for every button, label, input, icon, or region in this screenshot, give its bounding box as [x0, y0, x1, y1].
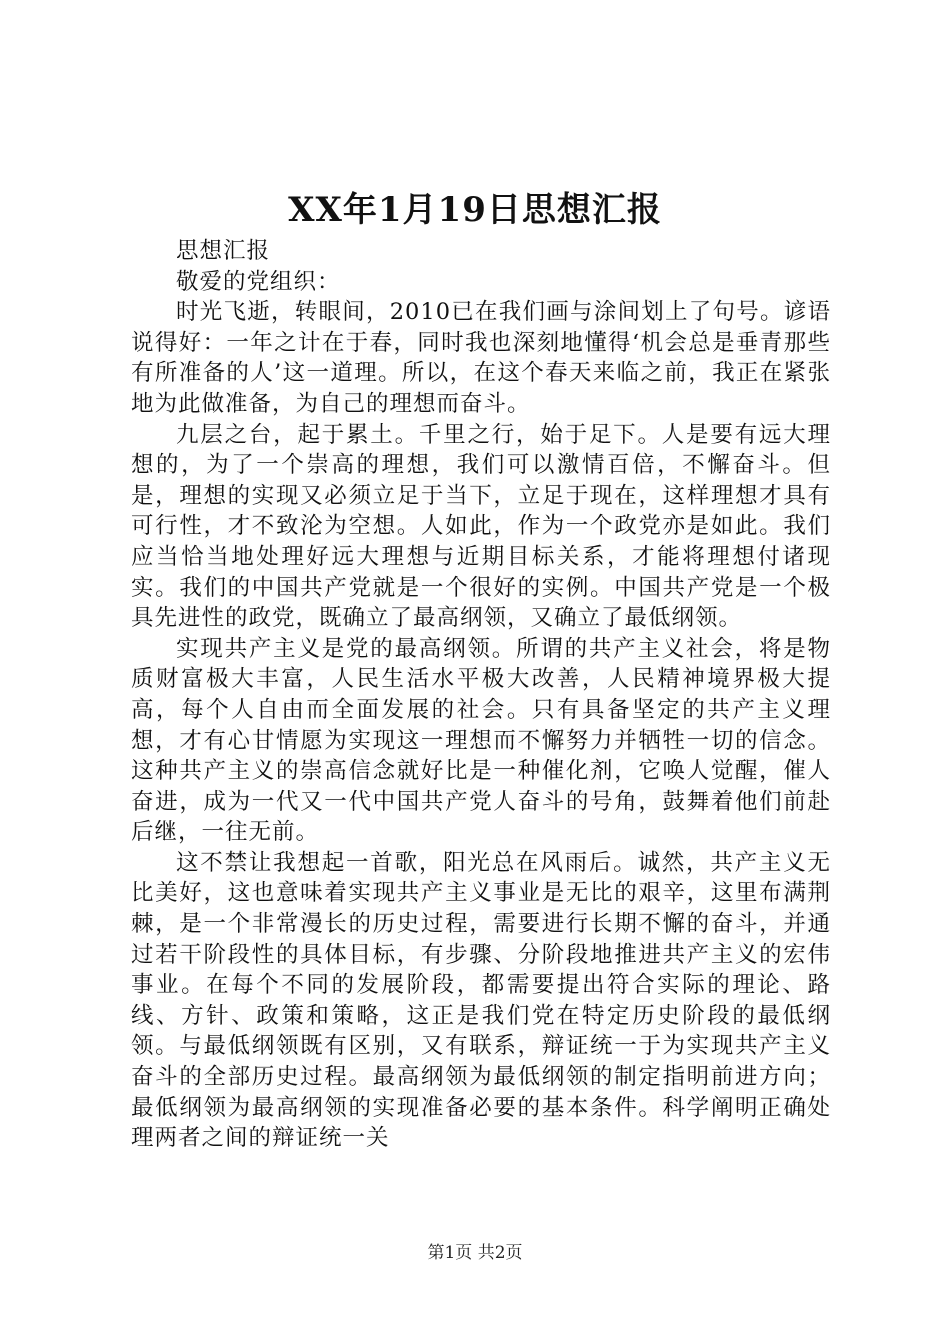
paragraph-salutation: 敬爱的党组织：: [176, 268, 341, 295]
paragraph-heading: 思想汇报: [176, 238, 271, 264]
paragraph: 时光飞逝，转眼间，2010已在我们画与涂间划上了句号。谚语说得好：一年之计在于春，同时我也深刻地懂得‘机会总是垂青那些有所准备的人’这一道理。所以，在这个春天来临之前，我正在紧张地为此做准备，为自己的理想而奋斗。: [131, 299, 831, 417]
paragraph: 这不禁让我想起一首歌，阳光总在风雨后。诚然，共产主义无比美好，这也意味着实现共产主义事业是无比的艰辛，这里布满荆棘，是一个非常漫长的历史过程，需要进行长期不懈的奋斗，并通过若干阶段性的具体目标，有步骤、分阶段地推进共产主义的宏伟事业。在每个不同的发展阶段，都需要提出符合实际的理论、路线、方针、政策和策略，这正是我们党在特定历史阶段的最低纲领。与最低纲领既有区别，又有联系，辩证统一于为实现共产主义奋斗的全部历史过程。最高纲领为最低纲领的制定指明前进方向；最低纲领为最高纲领的实现准备必要的基本条件。科学阐明正确处理两者之间的辩证统一关: [131, 849, 831, 1152]
paragraph: 九层之台，起于累土。千里之行，始于足下。人是要有远大理想的，为了一个崇高的理想，我们可以激情百倍，不懈奋斗。但是，理想的实现又必须立足于当下，立足于现在，这样理想才具有可行性，才不致沦为空想。人如此，作为一个政党亦是如此。我们应当恰当地处理好远大理想与近期目标关系，才能将理想付诸现实。我们的中国共产党就是一个很好的实例。中国共产党是一个极具先进性的政党，既确立了最高纲领，又确立了最低纲领。: [131, 421, 831, 632]
document-title: XX年1月19日思想汇报: [288, 190, 662, 230]
document-body: [131, 236, 831, 1154]
page-footer: 第1页 共2页: [427, 1243, 523, 1263]
paragraph: 实现共产主义是党的最高纲领。所谓的共产主义社会，将是物质财富极大丰富，人民生活水平极大改善，人民精神境界极大提高，每个人自由而全面发展的社会。只有具备坚定的共产主义理想，才有心甘情愿为实现这一理想而不懈努力并牺牲一切的信念。这种共产主义的崇高信念就好比是一种催化剂，它唤人觉醒，催人奋进，成为一代又一代中国共产党人奋斗的号角，鼓舞着他们前赴后继，一往无前。: [131, 635, 831, 846]
